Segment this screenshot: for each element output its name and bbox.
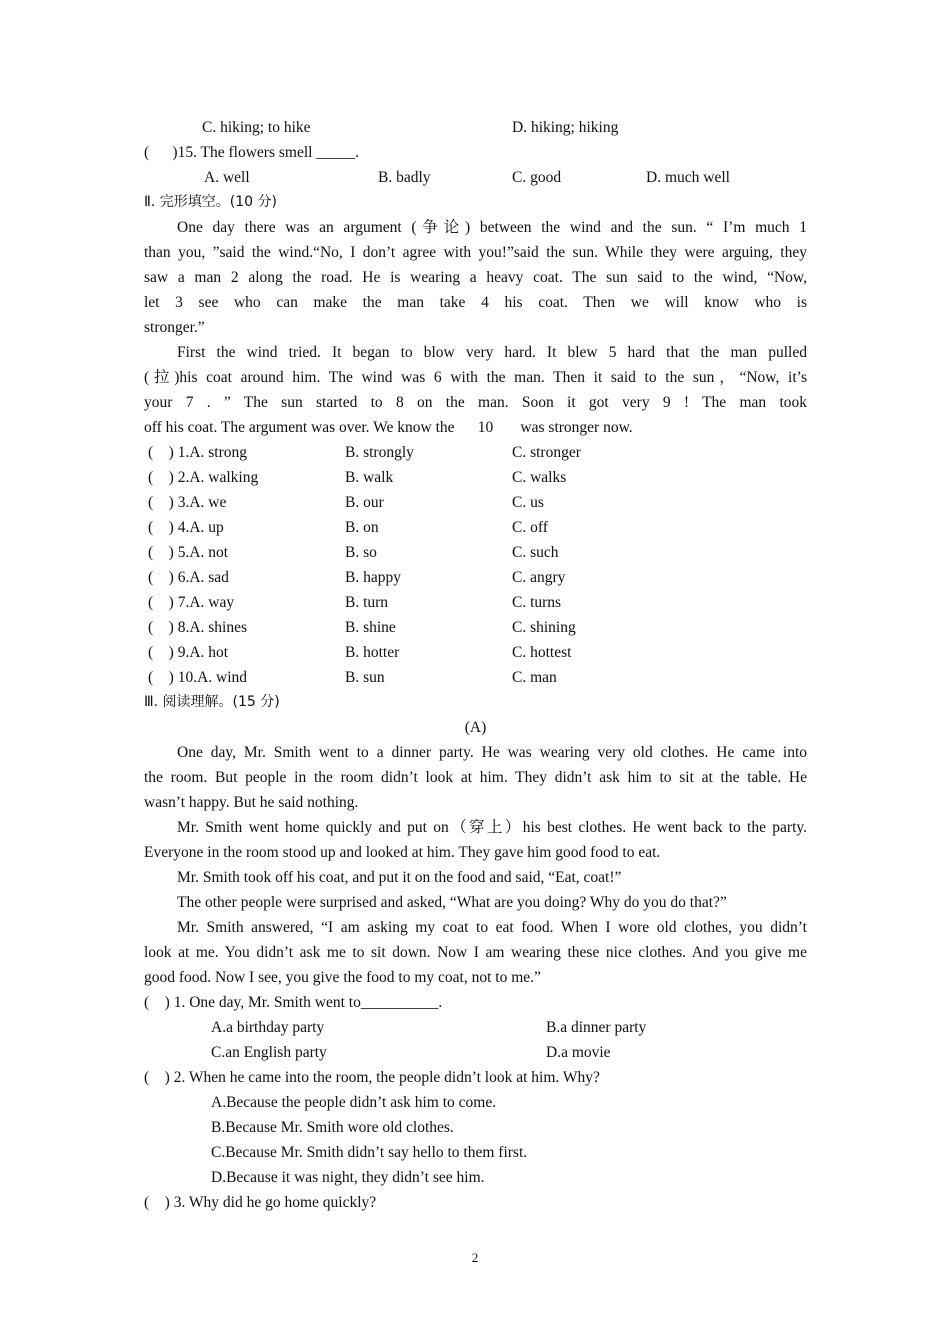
option-c: C.Because Mr. Smith didn’t say hello to them first. [211, 1144, 528, 1161]
cloze-option-row [144, 640, 807, 665]
option-c: C. stronger [512, 444, 581, 461]
cloze-line: (拉)his coat around him. The wind was 6 with the man. Then it said to the sun，“Now, it’s [144, 369, 807, 386]
option-a: ( ) 9.A. hot [148, 644, 229, 661]
option-c: C. hiking; to hike [202, 119, 311, 136]
option-a: ( ) 10.A. wind [148, 669, 248, 686]
reading-question-3: ( ) 3. Why did he go home quickly? [144, 1194, 377, 1211]
cloze-option-row [144, 515, 807, 540]
cloze-option-row [144, 440, 807, 465]
reading-line: the room. But people in the room didn’t look at him. They didn’t ask him to sit at the table. He [144, 769, 807, 786]
option-b: B. happy [345, 569, 401, 586]
reading-line: wasn’t happy. But he said nothing. [144, 794, 359, 811]
question-15-options [144, 165, 807, 190]
option-c: C. us [512, 494, 544, 511]
passage-label: (A) [464, 719, 487, 736]
option-b: B. walk [345, 469, 394, 486]
cloze-option-row [144, 465, 807, 490]
question-15-stem: ( )15. The flowers smell _____. [144, 144, 359, 161]
option-c: C. such [512, 544, 559, 561]
reading-question-2: ( ) 2. When he came into the room, the people didn’t look at him. Why? [144, 1069, 600, 1086]
option-b: B. hotter [345, 644, 400, 661]
cloze-line: One day there was an argument (争论) between the wind and the sun. “ I’m much 1 [177, 219, 807, 236]
cloze-option-row [144, 490, 807, 515]
reading-line: look at me. You didn’t ask me to sit down. Now I am wearing these nice clothes. And you give me [144, 944, 807, 961]
option-a: A.Because the people didn’t ask him to come. [211, 1094, 497, 1111]
option-a: ( ) 5.A. not [148, 544, 229, 561]
cloze-option-row [144, 540, 807, 565]
reading-line: The other people were surprised and asked, “What are you doing? Why do you do that?” [177, 894, 727, 911]
option-c: C. shining [512, 619, 576, 636]
cloze-line: off his coat. The argument was over. We know the 10 was stronger now. [144, 419, 633, 436]
cloze-line: let 3 see who can make the man take 4 his coat. Then we will know who is [144, 294, 807, 311]
option-a: ( ) 3.A. we [148, 494, 227, 511]
option-b: B. our [345, 494, 384, 511]
cloze-line: First the wind tried. It began to blow very hard. It blew 5 hard that the man pulled [177, 344, 807, 361]
option-c: C. hottest [512, 644, 572, 661]
section-2-title: Ⅱ. 完形填空。(10 分) [144, 194, 277, 210]
reading-question-1-options [144, 1015, 807, 1040]
prev-options-row [144, 115, 807, 140]
reading-line: good food. Now I see, you give the food to my coat, not to me.” [144, 969, 541, 986]
option-b: B. sun [345, 669, 385, 686]
reading-line: Mr. Smith went home quickly and put on（穿上）his best clothes. He went back to the party. [177, 819, 807, 836]
option-a: ( ) 6.A. sad [148, 569, 229, 586]
cloze-option-row [144, 590, 807, 615]
option-b: B.a dinner party [546, 1019, 647, 1036]
option-a: ( ) 8.A. shines [148, 619, 248, 636]
cloze-line: saw a man 2 along the road. He is wearing a heavy coat. The sun said to the wind, “Now, [144, 269, 807, 286]
option-a: ( ) 7.A. way [148, 594, 235, 611]
reading-line: Mr. Smith took off his coat, and put it on the food and said, “Eat, coat!” [177, 869, 622, 886]
cloze-line: your 7 . ” The sun started to 8 on the man. Soon it got very 9 ! The man took [144, 394, 807, 411]
option-a: ( ) 1.A. strong [148, 444, 248, 461]
option-d: D.a movie [546, 1044, 611, 1061]
option-b: B. badly [378, 169, 431, 186]
option-c: C.an English party [211, 1044, 327, 1061]
option-c: C. walks [512, 469, 567, 486]
option-a: ( ) 2.A. walking [148, 469, 259, 486]
exam-page [144, 115, 807, 1215]
cloze-line: than you, ”said the wind.“No, I don’t agree with you!”said the sun. While they were arguing, they [144, 244, 807, 261]
option-c: C. good [512, 169, 562, 186]
section-3-title: Ⅲ. 阅读理解。(15 分) [144, 694, 280, 710]
cloze-option-row [144, 615, 807, 640]
option-b: B.Because Mr. Smith wore old clothes. [211, 1119, 454, 1136]
reading-question-1: ( ) 1. One day, Mr. Smith went to__________. [144, 994, 443, 1011]
option-d: D. hiking; hiking [512, 119, 619, 136]
option-d: D. much well [646, 169, 730, 186]
option-b: B. on [345, 519, 379, 536]
option-c: C. man [512, 669, 557, 686]
option-c: C. angry [512, 569, 566, 586]
option-a: A. well [204, 169, 250, 186]
cloze-option-row [144, 565, 807, 590]
option-b: B. strongly [345, 444, 414, 461]
option-d: D.Because it was night, they didn’t see him. [211, 1169, 485, 1186]
option-b: B. shine [345, 619, 396, 636]
reading-line: One day, Mr. Smith went to a dinner party. He was wearing very old clothes. He came into [177, 744, 807, 761]
option-a: A.a birthday party [211, 1019, 325, 1036]
reading-question-1-options [144, 1040, 807, 1065]
option-a: ( ) 4.A. up [148, 519, 224, 536]
cloze-line: stronger.” [144, 319, 205, 336]
cloze-option-row [144, 665, 807, 690]
option-c: C. off [512, 519, 548, 536]
reading-line: Mr. Smith answered, “I am asking my coat to eat food. When I wore old clothes, you didn’t [177, 919, 807, 936]
option-b: B. turn [345, 594, 389, 611]
reading-line: Everyone in the room stood up and looked at him. They gave him good food to eat. [144, 844, 661, 861]
option-c: C. turns [512, 594, 562, 611]
page-number: 2 [471, 1250, 479, 1265]
option-b: B. so [345, 544, 377, 561]
